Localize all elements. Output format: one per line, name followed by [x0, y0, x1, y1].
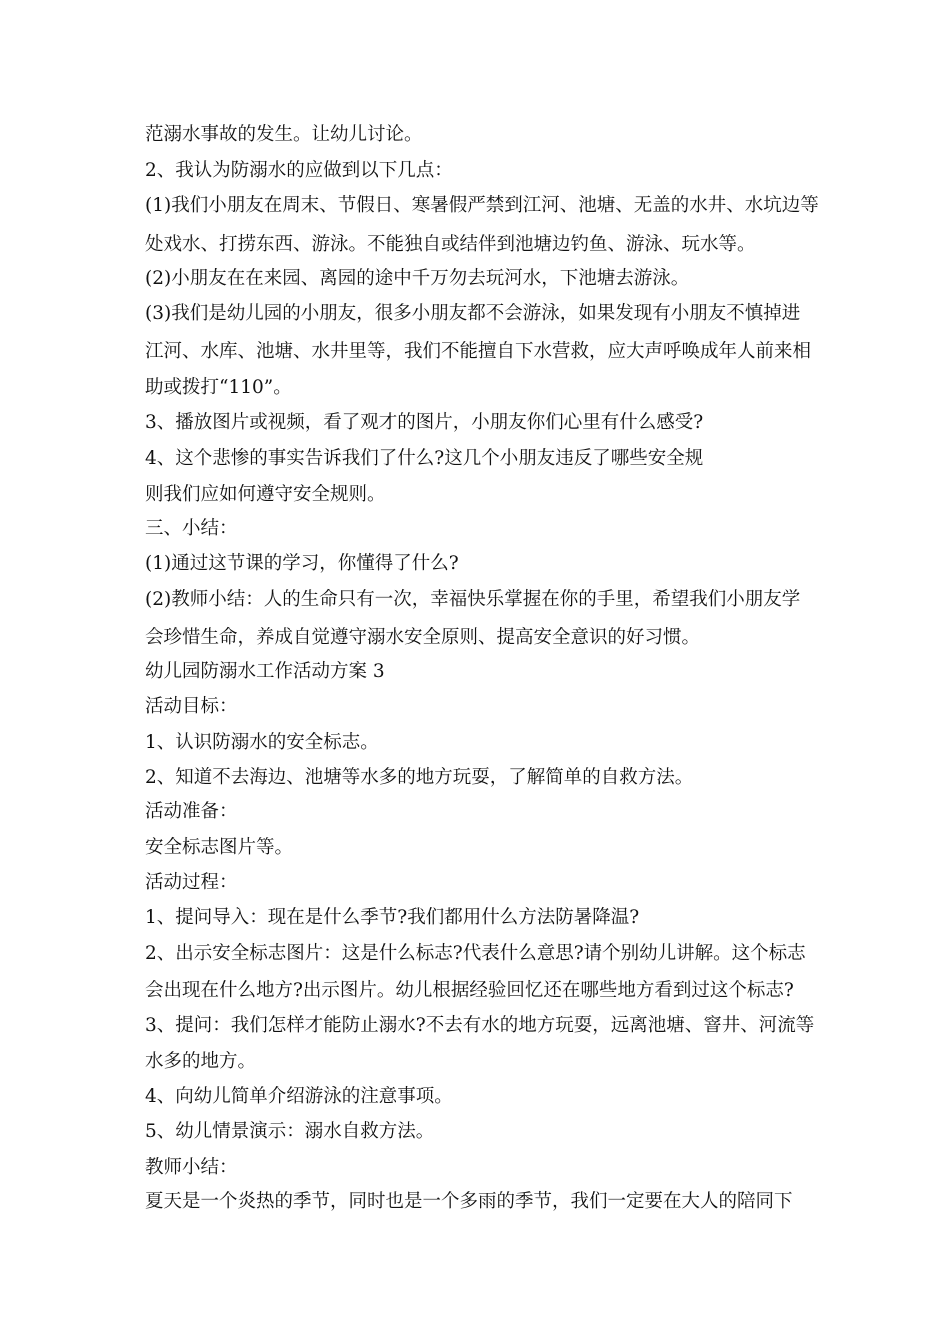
text-line: (2)小朋友在在来园、离园的途中千万勿去玩河水，下池塘去游泳。 [145, 268, 690, 289]
text-line: 2、知道不去海边、池塘等水多的地方玩耍，了解简单的自救方法。 [145, 767, 694, 788]
text-line: 2、出示安全标志图片：这是什么标志?代表什么意思?请个别幼儿讲解。这个标志 [145, 943, 806, 964]
text-line: 安全标志图片等。 [145, 837, 294, 858]
text-line: (1)我们小朋友在周末、节假日、寒暑假严禁到江河、池塘、无盖的水井、水坑边等 [145, 195, 819, 216]
text-line: 1、认识防溺水的安全标志。 [145, 732, 379, 753]
text-line: 助或拨打“110”。 [145, 377, 292, 398]
text-line: 江河、水库、池塘、水井里等，我们不能擅自下水营救，应大声呼唤成年人前来相 [145, 341, 812, 362]
text-line: 范溺水事故的发生。让幼儿讨论。 [145, 124, 423, 145]
text-line: 3、播放图片或视频，看了观才的图片，小朋友你们心里有什么感受? [145, 412, 704, 433]
text-line: 教师小结： [145, 1157, 238, 1178]
text-line: (3)我们是幼儿园的小朋友，很多小朋友都不会游泳，如果发现有小朋友不慎掉进 [145, 303, 801, 324]
text-line: 4、这个悲惨的事实告诉我们了什么?这几个小朋友违反了哪些安全规 [145, 448, 704, 469]
text-line: (1)通过这节课的学习，你懂得了什么? [145, 553, 459, 574]
text-line: 活动目标： [145, 696, 238, 717]
text-line: 活动过程： [145, 872, 238, 893]
text-line: 1、提问导入：现在是什么季节?我们都用什么方法防暑降温? [145, 907, 640, 928]
text-line: 活动准备： [145, 801, 238, 822]
text-line: 会出现在什么地方?出示图片。幼儿根据经验回忆还在哪些地方看到过这个标志? [145, 980, 794, 1001]
text-line: 2、我认为防溺水的应做到以下几点： [145, 160, 453, 181]
text-line: 5、幼儿情景演示：溺水自救方法。 [145, 1121, 435, 1142]
text-line: 三、小结： [145, 518, 238, 539]
text-line: 会珍惜生命，养成自觉遵守溺水安全原则、提高安全意识的好习惯。 [145, 627, 701, 648]
text-line: 处戏水、打捞东西、游泳。不能独自或结伴到池塘边钓鱼、游泳、玩水等。 [145, 234, 756, 255]
text-line: 夏天是一个炎热的季节，同时也是一个多雨的季节，我们一定要在大人的陪同下 [145, 1191, 793, 1212]
text-line: 3、提问：我们怎样才能防止溺水?不去有水的地方玩耍，远离池塘、窨井、河流等 [145, 1015, 815, 1036]
text-line: (2)教师小结：人的生命只有一次，幸福快乐掌握在你的手里，希望我们小朋友学 [145, 589, 801, 610]
section-heading: 幼儿园防溺水工作活动方案 3 [145, 661, 385, 682]
text-line: 4、向幼儿简单介绍游泳的注意事项。 [145, 1086, 453, 1107]
text-line: 水多的地方。 [145, 1051, 257, 1072]
text-line: 则我们应如何遵守安全规则。 [145, 484, 386, 505]
